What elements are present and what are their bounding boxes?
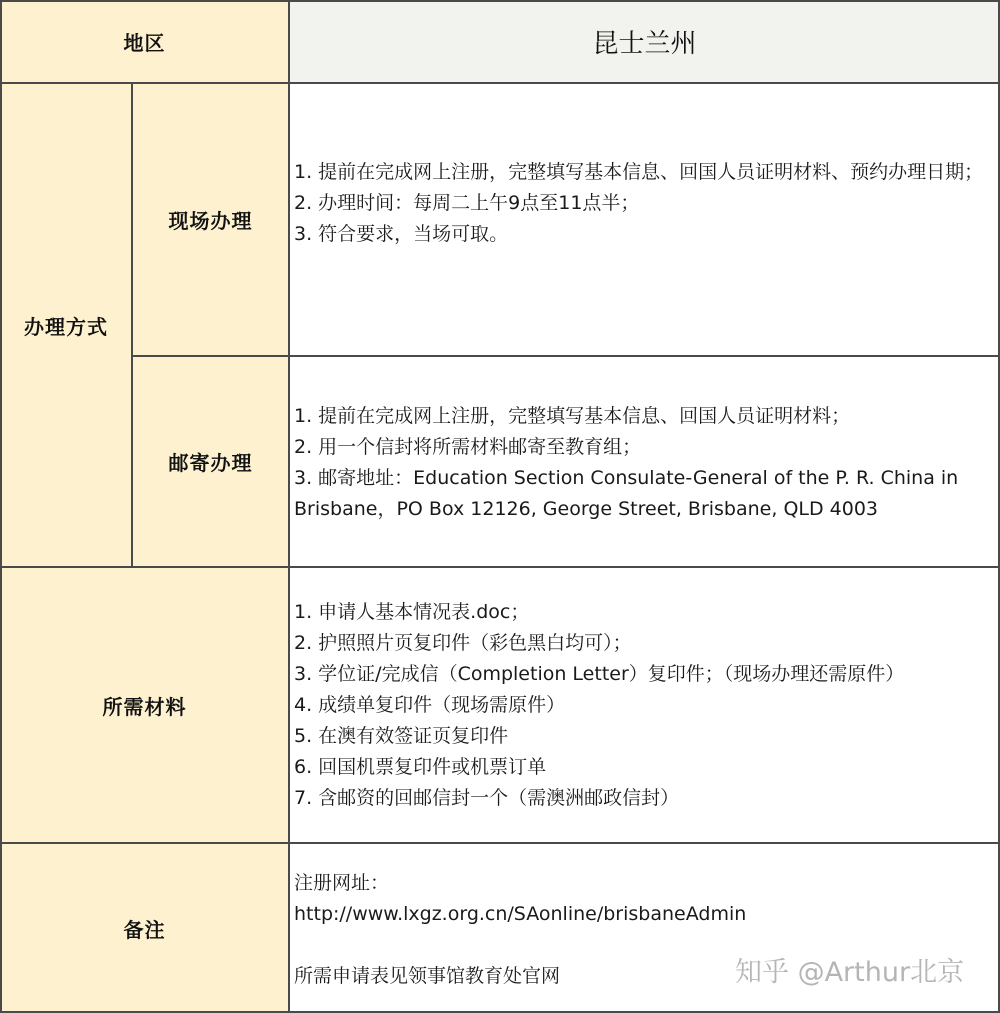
- registration-url: http://www.lxgz.org.cn/SAonline/brisbaneAdmin: [294, 903, 747, 925]
- region-label: 地区: [123, 31, 166, 55]
- mail-label-cell: [132, 356, 289, 567]
- notes-label-cell: [0, 843, 289, 1013]
- method-label-cell: [0, 83, 132, 567]
- materials-line-1: 1. 申请人基本情况表.doc；: [294, 600, 530, 623]
- grid-line: [0, 0, 2, 1013]
- method-label: 办理方式: [24, 314, 108, 339]
- mail-line-3: 3. 邮寄地址：Education Section Consulate-General of the P. R. China in Brisbane，PO Box 12126, George Street, Brisbane, QLD 4003: [294, 467, 959, 520]
- materials-line-3: 3. 学位证/完成信（Completion Letter）复印件；（现场办理还需原件）: [294, 662, 905, 685]
- grid-line: [131, 82, 133, 568]
- mail-content: [289, 356, 1000, 567]
- materials-line-5: 5. 在澳有效签证页复印件: [294, 724, 509, 747]
- region-label-cell: [0, 0, 289, 83]
- grid-line: [288, 0, 290, 1013]
- mail-line-1: 1. 提前在完成网上注册，完整填写基本信息、回国人员证明材料；: [294, 405, 851, 427]
- onsite-label-cell: [132, 83, 289, 356]
- grid-line: [0, 0, 1000, 2]
- grid-line: [0, 842, 1000, 844]
- region-value: 昆士兰州: [592, 29, 697, 59]
- onsite-line-1: 1. 提前在完成网上注册，完整填写基本信息、回国人员证明材料、预约办理日期；: [294, 161, 984, 183]
- materials-line-4: 4. 成绩单复印件（现场需原件）: [294, 693, 566, 716]
- zhihu-watermark: 知乎 @Arthur北京: [735, 957, 965, 988]
- notes-label: 备注: [123, 917, 166, 942]
- onsite-content: [289, 83, 1000, 356]
- mail-label: 邮寄办理: [168, 451, 253, 475]
- notes-footer: 所需申请表见领事馆教育处官网: [294, 965, 561, 987]
- materials-line-2: 2. 护照照片页复印件（彩色黑白均可）；: [294, 631, 632, 654]
- materials-line-7: 7. 含邮资的回邮信封一个（需澳洲邮政信封）: [294, 786, 680, 809]
- region-value-cell: [289, 0, 1000, 83]
- onsite-line-3: 3. 符合要求，当场可取。: [294, 223, 509, 245]
- onsite-line-2: 2. 办理时间：每周二上午9点至11点半；: [294, 192, 640, 214]
- registration-label: 注册网址：: [294, 872, 390, 894]
- grid-line: [132, 355, 1000, 357]
- materials-label: 所需材料: [102, 694, 187, 719]
- grid-line: [0, 82, 1000, 84]
- grid-line: [0, 566, 1000, 568]
- mail-line-2: 2. 用一个信封将所需材料邮寄至教育组；: [294, 436, 642, 458]
- materials-line-6: 6. 回国机票复印件或机票订单: [294, 755, 547, 778]
- onsite-label: 现场办理: [168, 209, 253, 233]
- materials-label-cell: [0, 567, 289, 843]
- materials-content: [289, 567, 1000, 843]
